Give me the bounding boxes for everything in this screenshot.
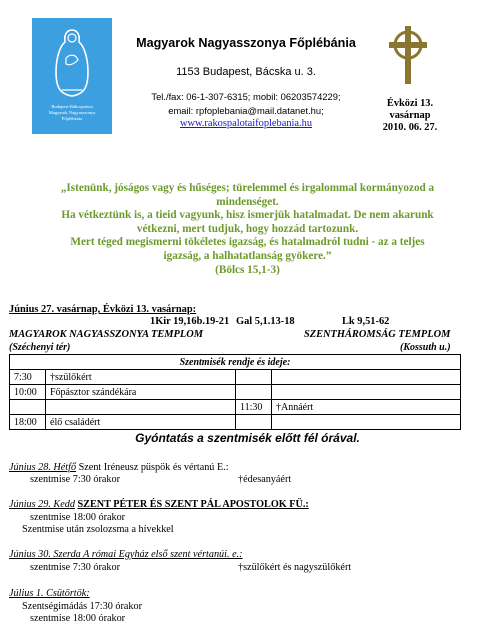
day-label: Június 28. Hétfő	[9, 462, 77, 473]
quote-reference: (Bölcs 15,1-3)	[215, 263, 280, 276]
church-left-name: MAGYAROK NAGYASSZONYA TEMPLOM	[9, 329, 203, 340]
day-label: Július 1. Csütörtök:	[9, 588, 90, 599]
celtic-cross-icon	[383, 24, 433, 86]
logo-text-line: Budapest-Rákospalota	[51, 104, 93, 109]
quote-line: vétkezni, mert tudjuk, hogy hozzád tartozunk.	[136, 222, 359, 235]
liturgy-note: Szentmise után zsolozsma a hívekkel	[22, 524, 174, 535]
confession-notice: Gyóntatás a szentmisék előtt fél órával.	[135, 431, 360, 445]
parish-email: email: rpfoplebania@mail.datanet.hu;	[168, 105, 324, 116]
logo-text-line: Magyarok Nagyasszonya	[48, 110, 96, 115]
sunday-line: Évközi 13.	[386, 98, 434, 109]
quote-line: Mert téged megismerni tökéletes igazság, és hatalmadról tudni - az a teljes	[70, 236, 425, 249]
reading-second: Gal 5,1.13-18	[236, 316, 295, 327]
day-thursday-heading	[9, 588, 90, 599]
mass-intention	[272, 370, 461, 385]
mass-intention: élő családért	[46, 415, 236, 430]
logo-text-line: Főplébánia	[61, 116, 83, 121]
mass-time	[236, 415, 272, 430]
reading-first: 1Kir 19,16b.19-21	[150, 316, 230, 327]
table-row	[10, 400, 461, 415]
mass-time-item: szentmise 7:30 órakor	[30, 474, 120, 485]
mass-intention	[272, 415, 461, 430]
sunday-date: 2010. 06. 27.	[382, 122, 438, 133]
mass-schedule-table	[9, 354, 461, 430]
mass-intention: †Annáért	[272, 400, 461, 415]
quote-line: Ha vétkeztünk is, a tieid vagyunk, hisz ismerjük hatalmadat. De nem akarunk	[61, 209, 434, 222]
church-right-name: SZENTHÁROMSÁG TEMPLOM	[304, 329, 451, 340]
table-header: Szentmisék rendje és ideje:	[10, 355, 461, 370]
mass-time: 18:00	[10, 415, 46, 430]
mass-intention	[272, 385, 461, 400]
feast-name: SZENT PÉTER ÉS SZENT PÁL APOSTOLOK FÜ.:	[77, 499, 309, 510]
mass-intention-item: †szülőkért és nagyszülőkért	[238, 562, 352, 573]
mass-intention: †szülőkért	[46, 370, 236, 385]
sunday-label	[370, 98, 450, 134]
mass-intention	[46, 400, 236, 415]
quote-line: mindenséget.	[216, 195, 279, 208]
parish-website-link[interactable]: www.rakospalotaifoplebania.hu	[179, 118, 313, 129]
quote-line: „Istenünk, jóságos vagy és hűséges; türelemmel és irgalommal kormányozod a	[60, 182, 435, 194]
mass-intention-item: †édesanyáért	[238, 474, 292, 485]
parish-name: Magyarok Nagyasszonya Főplébánia	[136, 36, 356, 50]
table-row	[10, 370, 461, 385]
day-label: Június 30. Szerda A római Egyház első szent vértanúi. e.:	[9, 549, 243, 560]
day-wednesday-heading	[9, 549, 243, 560]
mass-time-item: szentmise 7:30 órakor	[30, 562, 120, 573]
table-row	[10, 415, 461, 430]
feast-name: Szent Iréneusz püspök és vértanú E.:	[76, 462, 229, 473]
quote-line: igazság, a halhatatlanság gyökere.”	[163, 249, 332, 262]
parish-logo	[32, 18, 112, 134]
mass-time-item: szentmise 18:00 órakor	[30, 512, 126, 523]
reading-gospel: Lk 9,51-62	[342, 316, 390, 327]
parish-phone: Tel./fax: 06-1-307-6315; mobil: 06203574229;	[151, 91, 341, 102]
day-label: Június 29. Kedd	[9, 499, 75, 510]
mass-time	[236, 370, 272, 385]
mass-intention: Főpásztor szándékára	[46, 385, 236, 400]
scripture-quote	[20, 182, 475, 277]
mass-time: 10:00	[10, 385, 46, 400]
church-left-place: (Széchenyi tér)	[9, 342, 71, 353]
madonna-icon	[52, 28, 92, 98]
parish-address: 1153 Budapest, Bácska u. 3.	[176, 66, 316, 78]
mass-time: 7:30	[10, 370, 46, 385]
mass-time-item: szentmise 18:00 órakor	[30, 613, 126, 624]
church-right-place: (Kossuth u.)	[400, 342, 451, 353]
day-monday-heading	[9, 462, 229, 473]
sunday-line: vasárnap	[389, 110, 431, 121]
mass-time	[10, 400, 46, 415]
logo-text	[34, 104, 110, 122]
table-row	[10, 385, 461, 400]
adoration-item: Szentségimádás 17:30 órakor	[22, 601, 142, 612]
readings-date: Június 27. vasárnap, Évközi 13. vasárnap:	[9, 304, 197, 315]
day-tuesday-heading	[9, 499, 309, 510]
mass-time	[236, 385, 272, 400]
mass-time: 11:30	[236, 400, 272, 415]
